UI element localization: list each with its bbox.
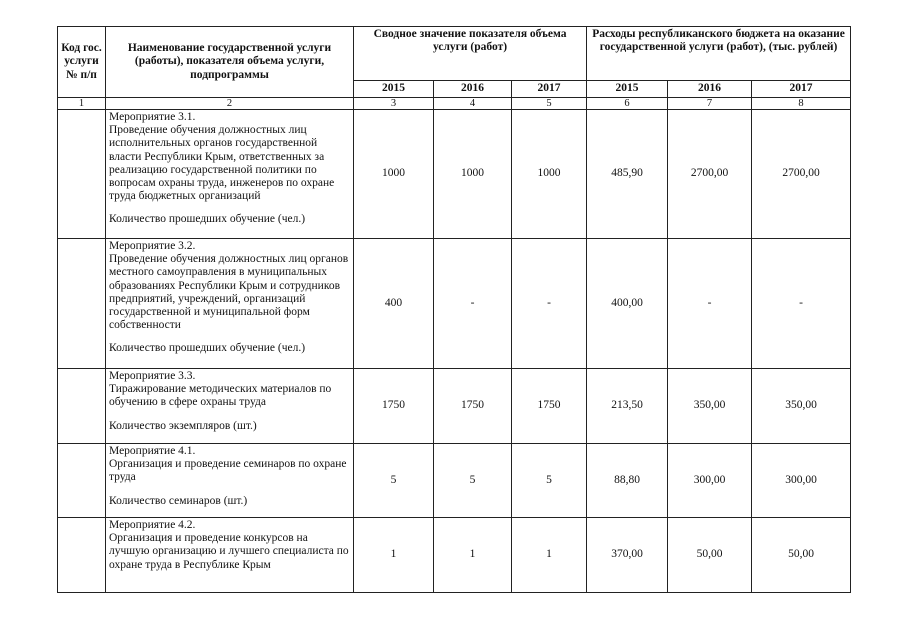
- row-title: Мероприятие 3.2.: [109, 240, 196, 252]
- value-cell: 1000: [434, 110, 512, 239]
- row-text: Тиражирование методических материалов по обучению в сфере охраны труда: [109, 383, 332, 409]
- table-row: [58, 110, 851, 239]
- value-cell: 213,50: [587, 369, 668, 444]
- year-header: 2016: [668, 81, 752, 98]
- column-number: 8: [752, 98, 851, 110]
- row-title: Мероприятие 4.2.: [109, 519, 196, 531]
- row-description: [106, 444, 354, 518]
- row-code: [58, 369, 106, 444]
- value-cell: 1000: [512, 110, 587, 239]
- budget-group-header: Расходы республиканского бюджета на оказание государственной услуги (работ), (тыс. рублей): [587, 27, 851, 81]
- table-row: [58, 239, 851, 369]
- year-header: 2017: [752, 81, 851, 98]
- row-indicator: Количество экземпляров (шт.): [109, 419, 257, 432]
- value-cell: 400,00: [587, 239, 668, 369]
- value-cell: 1: [512, 518, 587, 593]
- row-text: Проведение обучения должностных лиц исполнительных органов государственной власти Республики Крым, ответственных за реализацию государственной политики по вопросам охраны труда, инженеров по охране труда бюджетных организаций: [109, 124, 335, 203]
- row-indicator: Количество прошедших обучение (чел.): [109, 342, 306, 355]
- row-indicator: Количество семинаров (шт.): [109, 494, 248, 507]
- row-title: Мероприятие 3.1.: [109, 111, 196, 123]
- value-cell: 2700,00: [752, 110, 851, 239]
- table-row: [58, 369, 851, 444]
- value-cell: -: [434, 239, 512, 369]
- year-header: 2017: [512, 81, 587, 98]
- value-cell: 5: [354, 444, 434, 518]
- row-description: [106, 239, 354, 369]
- row-indicator: Количество прошедших обучение (чел.): [109, 213, 306, 226]
- row-description: [106, 518, 354, 593]
- value-cell: 5: [434, 444, 512, 518]
- value-cell: 350,00: [752, 369, 851, 444]
- value-cell: 300,00: [668, 444, 752, 518]
- value-cell: 1: [354, 518, 434, 593]
- column-number: 6: [587, 98, 668, 110]
- value-cell: 370,00: [587, 518, 668, 593]
- value-cell: 1750: [434, 369, 512, 444]
- row-code: [58, 110, 106, 239]
- value-cell: 88,80: [587, 444, 668, 518]
- value-cell: 50,00: [668, 518, 752, 593]
- row-description: [106, 369, 354, 444]
- budget-table: [57, 26, 851, 593]
- column-number: 3: [354, 98, 434, 110]
- column-number: 1: [58, 98, 106, 110]
- table-row: [58, 444, 851, 518]
- volume-group-header: Сводное значение показателя объема услуги (работ): [354, 27, 587, 81]
- column-number: 5: [512, 98, 587, 110]
- value-cell: 1000: [354, 110, 434, 239]
- value-cell: 5: [512, 444, 587, 518]
- row-text: Организация и проведение семинаров по охране труда: [109, 458, 347, 484]
- value-cell: 1750: [512, 369, 587, 444]
- year-header: 2016: [434, 81, 512, 98]
- row-code: [58, 444, 106, 518]
- value-cell: 400: [354, 239, 434, 369]
- row-description: [106, 110, 354, 239]
- value-cell: -: [512, 239, 587, 369]
- row-title: Мероприятие 3.3.: [109, 370, 196, 382]
- row-title: Мероприятие 4.1.: [109, 445, 196, 457]
- value-cell: 1: [434, 518, 512, 593]
- name-column-header: Наименование государственной услуги (работы), показателя объема услуги, подпрограммы: [106, 27, 354, 98]
- value-cell: -: [668, 239, 752, 369]
- value-cell: -: [752, 239, 851, 369]
- value-cell: 1750: [354, 369, 434, 444]
- value-cell: 2700,00: [668, 110, 752, 239]
- column-number: 2: [106, 98, 354, 110]
- year-header: 2015: [354, 81, 434, 98]
- year-header: 2015: [587, 81, 668, 98]
- code-column-header: Код гос. услуги № п/п: [58, 27, 106, 98]
- row-text: Проведение обучения должностных лиц органов местного самоуправления в муниципальных образованиях Республики Крым и сотрудников предприятий, учреждений, организаций государственной и муниципальной форм собственности: [109, 253, 349, 332]
- value-cell: 350,00: [668, 369, 752, 444]
- column-number: 4: [434, 98, 512, 110]
- row-code: [58, 239, 106, 369]
- value-cell: 50,00: [752, 518, 851, 593]
- column-number: 7: [668, 98, 752, 110]
- row-code: [58, 518, 106, 593]
- value-cell: 485,90: [587, 110, 668, 239]
- table-row: [58, 518, 851, 593]
- value-cell: 300,00: [752, 444, 851, 518]
- row-text: Организация и проведение конкурсов на лучшую организацию и лучшего специалиста по охране труда в Республике Крым: [109, 532, 349, 571]
